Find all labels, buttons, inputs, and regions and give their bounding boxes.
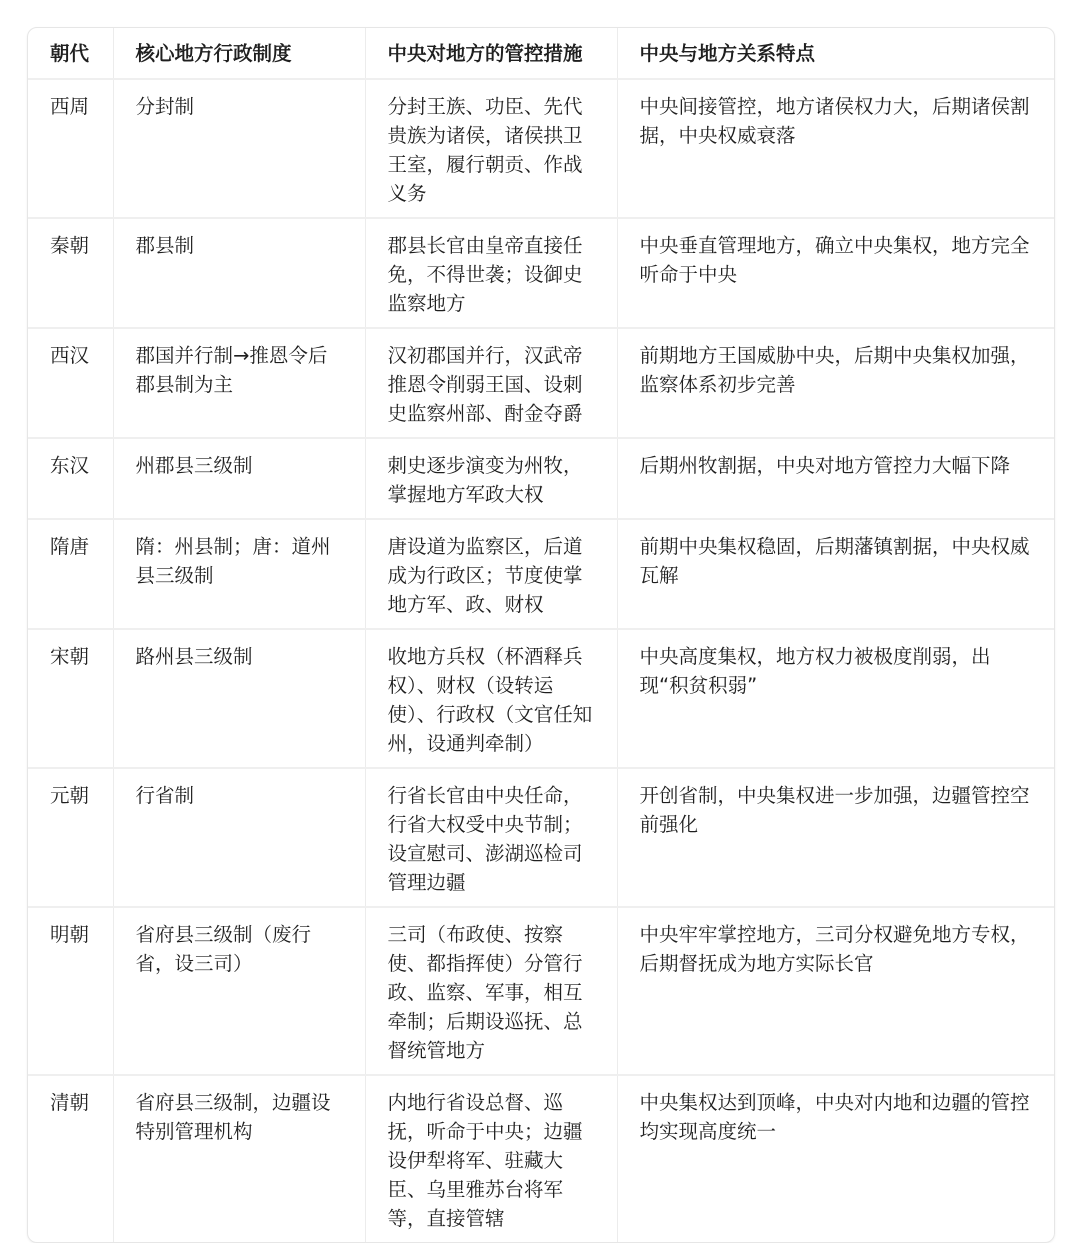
cell-control-measures: 唐设道为监察区，后道成为行政区；节度使掌地方军、政、财权 — [365, 519, 617, 629]
table-row — [28, 1075, 1054, 1242]
cell-control-measures: 刺史逐步演变为州牧，掌握地方军政大权 — [365, 438, 617, 519]
cell-control-measures: 行省长官由中央任命，行省大权受中央节制；设宣慰司、澎湖巡检司管理边疆 — [365, 768, 617, 907]
cell-relationship: 中央垂直管理地方，确立中央集权，地方完全听命于中央 — [617, 218, 1054, 328]
cell-control-measures: 分封王族、功臣、先代贵族为诸侯，诸侯拱卫王室，履行朝贡、作战义务 — [365, 79, 617, 218]
cell-admin-system: 行省制 — [113, 768, 365, 907]
cell-dynasty: 清朝 — [28, 1075, 113, 1242]
cell-relationship: 前期地方王国威胁中央，后期中央集权加强，监察体系初步完善 — [617, 328, 1054, 438]
header-relationship: 中央与地方关系特点 — [617, 28, 1054, 79]
cell-control-measures: 三司（布政使、按察使、都指挥使）分管行政、监察、军事，相互牵制；后期设巡抚、总督统管地方 — [365, 907, 617, 1075]
table-row — [28, 438, 1054, 519]
cell-admin-system: 省府县三级制（废行省，设三司） — [113, 907, 365, 1075]
table-row — [28, 519, 1054, 629]
cell-admin-system: 省府县三级制，边疆设特别管理机构 — [113, 1075, 365, 1242]
cell-relationship: 后期州牧割据，中央对地方管控力大幅下降 — [617, 438, 1054, 519]
cell-control-measures: 郡县长官由皇帝直接任免，不得世袭；设御史监察地方 — [365, 218, 617, 328]
cell-admin-system: 郡国并行制→推恩令后郡县制为主 — [113, 328, 365, 438]
cell-admin-system: 分封制 — [113, 79, 365, 218]
cell-admin-system: 隋：州县制；唐：道州县三级制 — [113, 519, 365, 629]
cell-dynasty: 秦朝 — [28, 218, 113, 328]
cell-dynasty: 隋唐 — [28, 519, 113, 629]
table-row — [28, 79, 1054, 218]
header-admin-system: 核心地方行政制度 — [113, 28, 365, 79]
cell-control-measures: 收地方兵权（杯酒释兵权）、财权（设转运使）、行政权（文官任知州，设通判牵制） — [365, 629, 617, 768]
table-row — [28, 218, 1054, 328]
table-row — [28, 768, 1054, 907]
cell-dynasty: 东汉 — [28, 438, 113, 519]
cell-dynasty: 明朝 — [28, 907, 113, 1075]
cell-admin-system: 郡县制 — [113, 218, 365, 328]
cell-dynasty: 西周 — [28, 79, 113, 218]
cell-relationship: 中央牢牢掌控地方，三司分权避免地方专权，后期督抚成为地方实际长官 — [617, 907, 1054, 1075]
table-row — [28, 907, 1054, 1075]
dynasty-comparison-table-container — [27, 27, 1055, 1243]
cell-admin-system: 州郡县三级制 — [113, 438, 365, 519]
table-row — [28, 328, 1054, 438]
cell-relationship: 开创省制，中央集权进一步加强，边疆管控空前强化 — [617, 768, 1054, 907]
cell-dynasty: 西汉 — [28, 328, 113, 438]
cell-admin-system: 路州县三级制 — [113, 629, 365, 768]
cell-control-measures: 内地行省设总督、巡抚，听命于中央；边疆设伊犁将军、驻藏大臣、乌里雅苏台将军等，直接管辖 — [365, 1075, 617, 1242]
cell-relationship: 中央间接管控，地方诸侯权力大，后期诸侯割据，中央权威衰落 — [617, 79, 1054, 218]
header-dynasty: 朝代 — [28, 28, 113, 79]
cell-relationship: 中央高度集权，地方权力被极度削弱，出现“积贫积弱” — [617, 629, 1054, 768]
cell-dynasty: 宋朝 — [28, 629, 113, 768]
cell-relationship: 中央集权达到顶峰，中央对内地和边疆的管控均实现高度统一 — [639, 1091, 1030, 1143]
cell-control-measures: 汉初郡国并行，汉武帝推恩令削弱王国、设刺史监察州部、酎金夺爵 — [365, 328, 617, 438]
table-row — [28, 629, 1054, 768]
dynasty-comparison-table — [28, 28, 1054, 1242]
header-control-measures: 中央对地方的管控措施 — [365, 28, 617, 79]
table-header-row — [28, 28, 1054, 79]
cell-dynasty: 元朝 — [28, 768, 113, 907]
cell-relationship: 前期中央集权稳固，后期藩镇割据，中央权威瓦解 — [617, 519, 1054, 629]
